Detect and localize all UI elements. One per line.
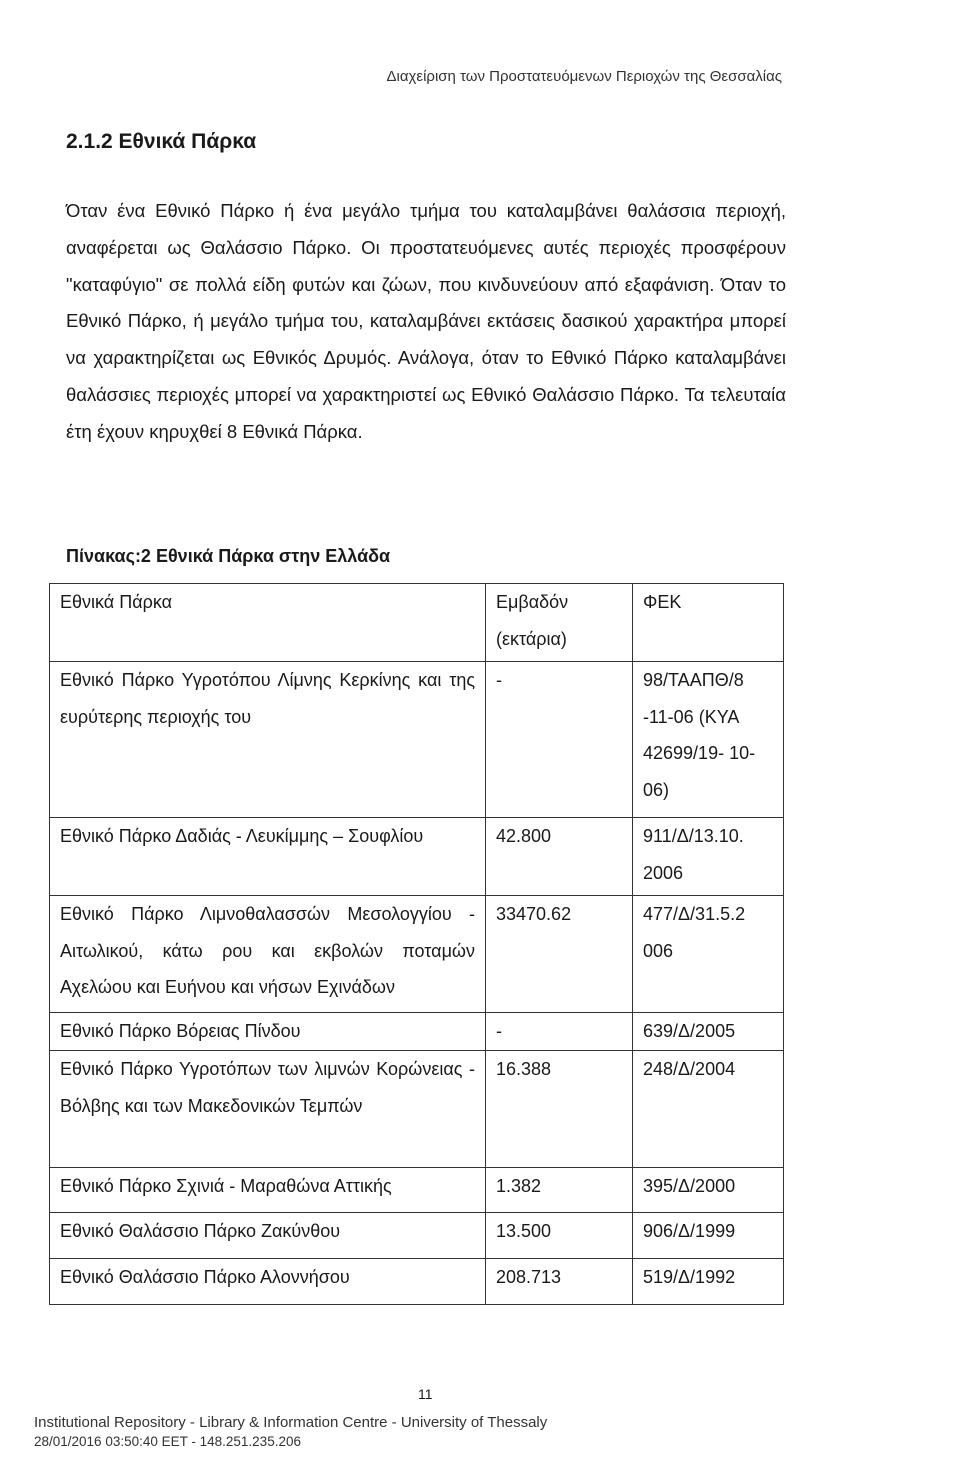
repository-footer: Institutional Repository - Library & Information Centre - University of Thessaly (34, 1414, 548, 1431)
park-fek-cell: 98/ΤΑΑΠΘ/8 -11-06 (ΚΥΑ 42699/19- 10-06) (633, 662, 784, 818)
park-name-cell: Εθνικό Θαλάσσιο Πάρκο Αλοννήσου (50, 1259, 486, 1305)
access-timestamp: 28/01/2016 03:50:40 EET - 148.251.235.206 (34, 1434, 301, 1449)
park-fek-cell: 395/Δ/2000 (633, 1168, 784, 1213)
section-heading: 2.1.2 Εθνικά Πάρκα (66, 130, 257, 153)
table-header-row (50, 584, 784, 662)
table-row (50, 662, 784, 818)
park-fek-cell: 477/Δ/31.5.2 006 (633, 896, 784, 1013)
park-area-cell: 1.382 (486, 1168, 633, 1213)
park-name-cell: Εθνικό Πάρκο Υγροτόπου Λίμνης Κερκίνης και της ευρύτερης περιοχής του (50, 662, 486, 818)
table-row (50, 1168, 784, 1213)
page-number: 11 (418, 1386, 433, 1402)
park-fek-cell: 248/Δ/2004 (633, 1051, 784, 1168)
body-paragraph: Όταν ένα Εθνικό Πάρκο ή ένα μεγάλο τμήμα του καταλαμβάνει θαλάσσια περιοχή, αναφέρεται ως Θαλάσσιο Πάρκο. Οι προστατευόμενες αυτές περιοχές προσφέρουν "καταφύγιο" σε πολλά είδη φυτών και ζώων, που κινδυνεύουν από εξαφάνιση. Όταν το Εθνικό Πάρκο, ή μεγάλο τμήμα του, καταλαμβάνει εκτάσεις δασικού χαρακτήρα μπορεί να χαρακτηρίζεται ως Εθνικός Δρυμός. Ανάλογα, όταν το Εθνικό Πάρκο καταλαμβάνει θαλάσσιες περιοχές μπορεί να χαρακτηριστεί ως Εθνικό Θαλάσσιο Πάρκο. Τα τελευταία έτη έχουν κηρυχθεί 8 Εθνικά Πάρκα. (66, 200, 786, 442)
park-area-cell: 33470.62 (486, 896, 633, 1013)
park-fek-cell: 519/Δ/1992 (633, 1259, 784, 1305)
park-area-cell: 16.388 (486, 1051, 633, 1168)
park-fek-cell: 911/Δ/13.10. 2006 (633, 818, 784, 896)
header-cell-fek: ΦΕΚ (633, 584, 784, 662)
table-row (50, 1013, 784, 1051)
table-row (50, 1213, 784, 1259)
park-area-cell: - (486, 1013, 633, 1051)
park-name-cell: Εθνικό Πάρκο Βόρειας Πίνδου (50, 1013, 486, 1051)
park-name-cell: Εθνικό Πάρκο Δαδιάς - Λευκίμμης – Σουφλίου (50, 818, 486, 896)
header-cell-area: Εμβαδόν (εκτάρια) (486, 584, 633, 662)
table-row (50, 1051, 784, 1168)
park-area-cell: - (486, 662, 633, 818)
park-name-cell: Εθνικό Πάρκο Λιμνοθαλασσών Μεσολογγίου - Αιτωλικού, κάτω ρου και εκβολών ποταμών Αχελώου και Ευήνου και νήσων Εχινάδων (50, 896, 486, 1013)
table-caption: Πίνακας:2 Εθνικά Πάρκα στην Ελλάδα (66, 546, 391, 566)
table-row (50, 896, 784, 1013)
park-area-cell: 42.800 (486, 818, 633, 896)
park-fek-cell: 906/Δ/1999 (633, 1213, 784, 1259)
park-area-cell: 13.500 (486, 1213, 633, 1259)
park-name-cell: Εθνικό Πάρκο Υγροτόπων των λιμνών Κορώνειας - Βόλβης και των Μακεδονικών Τεμπών (50, 1051, 486, 1168)
park-name-cell: Εθνικό Πάρκο Σχινιά - Μαραθώνα Αττικής (50, 1168, 486, 1213)
table-row (50, 1259, 784, 1305)
table-row (50, 818, 784, 896)
national-parks-table (49, 583, 784, 1305)
park-fek-cell: 639/Δ/2005 (633, 1013, 784, 1051)
header-cell-parks: Εθνικά Πάρκα (50, 584, 486, 662)
running-header: Διαχείριση των Προστατευόμενων Περιοχών της Θεσσαλίας (386, 68, 782, 85)
park-area-cell: 208.713 (486, 1259, 633, 1305)
park-name-cell: Εθνικό Θαλάσσιο Πάρκο Ζακύνθου (50, 1213, 486, 1259)
